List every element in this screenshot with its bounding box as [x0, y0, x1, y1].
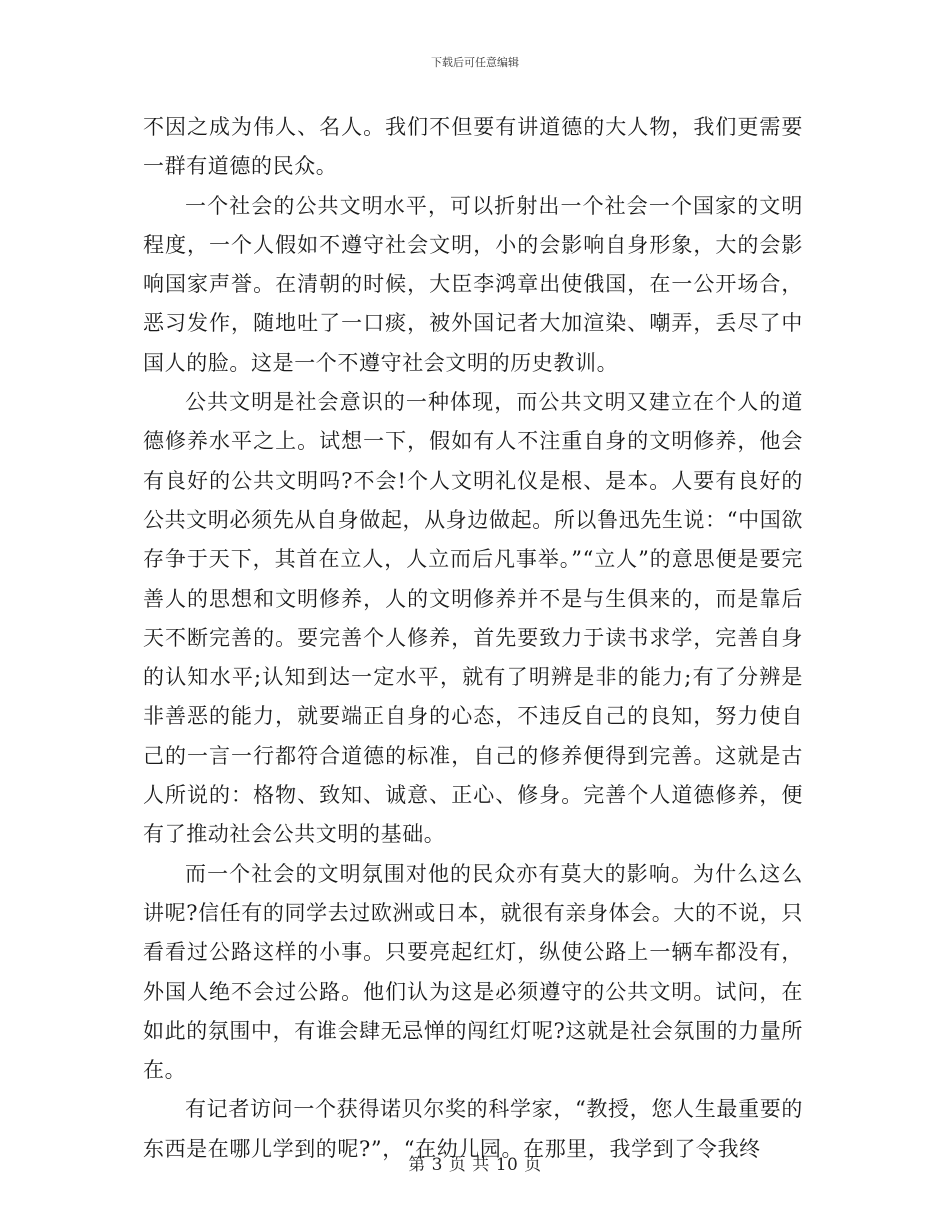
paragraph: 不因之成为伟人、名人。我们不但要有讲道德的大人物，我们更需要一群有道德的民众。 — [143, 115, 803, 179]
paragraph: 公共文明是社会意识的一种体现，而公共文明又建立在个人的道德修养水平之上。试想一下，假如有人不注重自身的文明修养，他会有良好的公共文明吗?不会!个人文明礼仪是根、是本。人要有良好的公共文明必须先从自身做起，从身边做起。所以鲁迅先生说：“中国欲存争于天下，其首在立人，人立而后凡事举。”“立人”的意思便是要完善人的思想和文明修养，人的文明修养并不是与生俱来的，而是靠后天不断完善的。要完善个人修养，首先要致力于读书求学，完善自身的认知水平;认知到达一定水平，就有了明辨是非的能力;有了分辨是非善恶的能力，就要端正自身的心态，不违反自己的良知，努力使自己的一言一行都符合道德的标准，自己的修养便得到完善。这就是古人所说的：格物、致知、诚意、正心、修身。完善个人道德修养，便有了推动社会公共文明的基础。 — [143, 390, 803, 847]
document-body — [143, 108, 803, 1169]
page-header: 下载后可任意编辑 — [431, 56, 519, 69]
paragraph: 一个社会的公共文明水平，可以折射出一个社会一个国家的文明程度，一个人假如不遵守社会文明，小的会影响自身形象，大的会影响国家声誉。在清朝的时候，大臣李鸿章出使俄国，在一公开场合，恶习发作，随地吐了一口痰，被外国记者大加渲染、嘲弄，丢尽了中国人的脸。这是一个不遵守社会文明的历史教训。 — [143, 193, 803, 375]
page-number: 第 3 页 共 10 页 — [408, 1155, 542, 1175]
paragraph: 有记者访问一个获得诺贝尔奖的科学家，“教授，您人生最重要的东西是在哪儿学到的呢?”，“在幼儿园。在那里，我学到了令我终 — [143, 1097, 803, 1161]
paragraph: 而一个社会的文明氛围对他的民众亦有莫大的影响。为什么这么讲呢?信任有的同学去过欧洲或日本，就很有亲身体会。大的不说，只看看过公路这样的小事。只要亮起红灯，纵使公路上一辆车都没有，外国人绝不会过公路。他们认为这是必须遵守的公共文明。试问，在如此的氛围中，有谁会肆无忌惮的闯红灯呢?这就是社会氛围的力量所在。 — [143, 861, 803, 1083]
